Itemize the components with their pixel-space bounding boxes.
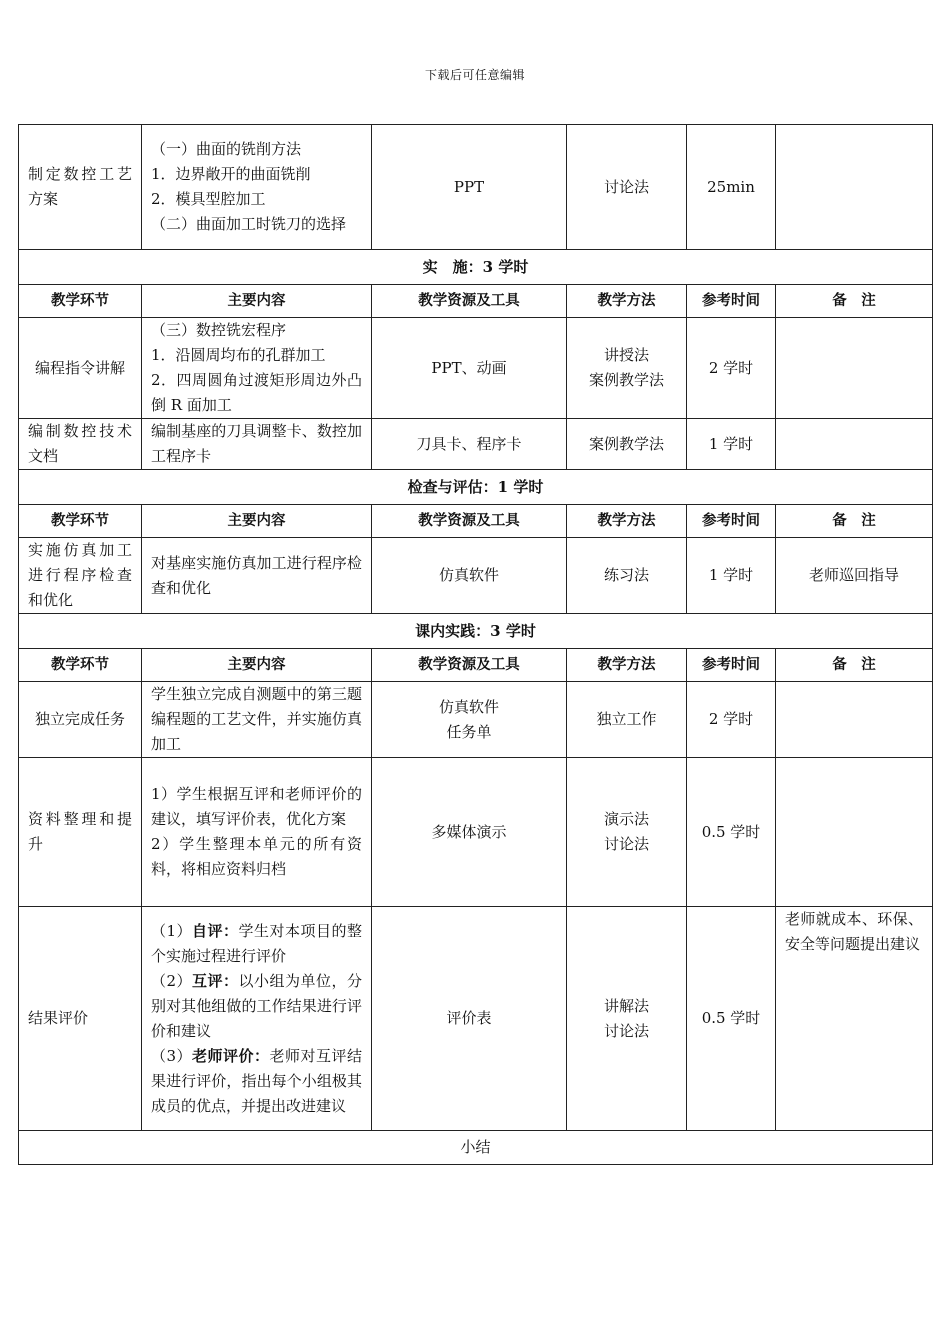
time-cell: 1 学时	[687, 419, 776, 470]
stage-cell: 制定数控工艺方案	[19, 125, 142, 250]
header-time: 参考时间	[687, 649, 776, 682]
resources-cell: PPT、动画	[372, 318, 567, 419]
method-cell: 案例教学法	[567, 419, 687, 470]
header-time: 参考时间	[687, 285, 776, 318]
note-cell	[776, 419, 933, 470]
table-row	[19, 538, 933, 614]
header-row	[19, 285, 933, 318]
stage-cell: 实施仿真加工进行程序检查和优化	[19, 538, 142, 614]
header-note: 备 注	[776, 285, 933, 318]
table-row	[19, 125, 933, 250]
header-row	[19, 649, 933, 682]
header-content: 主要内容	[142, 649, 372, 682]
section-row	[19, 470, 933, 505]
time-cell: 2 学时	[687, 318, 776, 419]
time-cell: 0.5 学时	[687, 907, 776, 1131]
note-cell	[776, 682, 933, 758]
content-cell: （三）数控铣宏程序 1．沿圆周均布的孔群加工 2．四周圆角过渡矩形周边外凸倒 R 面加工	[142, 318, 372, 419]
header-method: 教学方法	[567, 505, 687, 538]
method-cell: 演示法 讨论法	[567, 758, 687, 907]
content-cell: 学生独立完成自测题中的第三题编程题的工艺文件，并实施仿真加工	[142, 682, 372, 758]
note-cell	[776, 125, 933, 250]
table-row	[19, 318, 933, 419]
header-row	[19, 505, 933, 538]
header-method: 教学方法	[567, 285, 687, 318]
summary-row	[19, 1131, 933, 1165]
header-stage: 教学环节	[19, 649, 142, 682]
table-row	[19, 758, 933, 907]
resources-cell: 刀具卡、程序卡	[372, 419, 567, 470]
time-cell: 2 学时	[687, 682, 776, 758]
header-time: 参考时间	[687, 505, 776, 538]
method-cell: 练习法	[567, 538, 687, 614]
lesson-plan-table	[18, 124, 933, 1165]
content-cell: （一）曲面的铣削方法 1．边界敞开的曲面铣削 2．模具型腔加工 （二）曲面加工时铣刀的选择	[142, 125, 372, 250]
summary-label: 小结	[19, 1131, 933, 1165]
method-cell: 讨论法	[567, 125, 687, 250]
header-stage: 教学环节	[19, 285, 142, 318]
header-content: 主要内容	[142, 285, 372, 318]
time-cell: 0.5 学时	[687, 758, 776, 907]
note-cell	[776, 318, 933, 419]
header-resources: 教学资源及工具	[372, 649, 567, 682]
table-row	[19, 419, 933, 470]
section-title: 课内实践：3 学时	[19, 614, 933, 649]
note-cell	[776, 758, 933, 907]
resources-cell: 仿真软件	[372, 538, 567, 614]
section-title: 实 施：3 学时	[19, 250, 933, 285]
resources-cell: 多媒体演示	[372, 758, 567, 907]
header-stage: 教学环节	[19, 505, 142, 538]
note-cell: 老师就成本、环保、安全等问题提出建议	[776, 907, 933, 1131]
header-content: 主要内容	[142, 505, 372, 538]
header-method: 教学方法	[567, 649, 687, 682]
time-cell: 25min	[687, 125, 776, 250]
content-cell: 编制基座的刀具调整卡、数控加工程序卡	[142, 419, 372, 470]
content-cell: 1）学生根据互评和老师评价的建议，填写评价表，优化方案 2）学生整理本单元的所有资料，将相应资料归档	[142, 758, 372, 907]
stage-cell: 结果评价	[19, 907, 142, 1131]
method-cell: 独立工作	[567, 682, 687, 758]
resources-cell: PPT	[372, 125, 567, 250]
stage-cell: 独立完成任务	[19, 682, 142, 758]
stage-cell: 编制数控技术文档	[19, 419, 142, 470]
note-cell: 老师巡回指导	[776, 538, 933, 614]
header-note: 备 注	[776, 505, 933, 538]
time-cell: 1 学时	[687, 538, 776, 614]
table-row	[19, 907, 933, 1131]
stage-cell: 资料整理和提升	[19, 758, 142, 907]
header-resources: 教学资源及工具	[372, 505, 567, 538]
content-cell: 对基座实施仿真加工进行程序检查和优化	[142, 538, 372, 614]
section-row	[19, 614, 933, 649]
method-cell: 讲解法 讨论法	[567, 907, 687, 1131]
section-title: 检查与评估：1 学时	[19, 470, 933, 505]
section-row	[19, 250, 933, 285]
resources-cell: 评价表	[372, 907, 567, 1131]
resources-cell: 仿真软件 任务单	[372, 682, 567, 758]
header-note: 备 注	[776, 649, 933, 682]
table-row	[19, 682, 933, 758]
header-resources: 教学资源及工具	[372, 285, 567, 318]
stage-cell: 编程指令讲解	[19, 318, 142, 419]
watermark-text: 下载后可任意编辑	[424, 68, 525, 82]
method-cell: 讲授法 案例教学法	[567, 318, 687, 419]
content-cell: （1）自评：学生对本项目的整个实施过程进行评价 （2）互评：以小组为单位，分别对其他组做的工作结果进行评价和建议 （3）老师评价：老师对互评结果进行评价，指出每个小组极其成员的优点，并提出改进建议	[142, 907, 372, 1131]
